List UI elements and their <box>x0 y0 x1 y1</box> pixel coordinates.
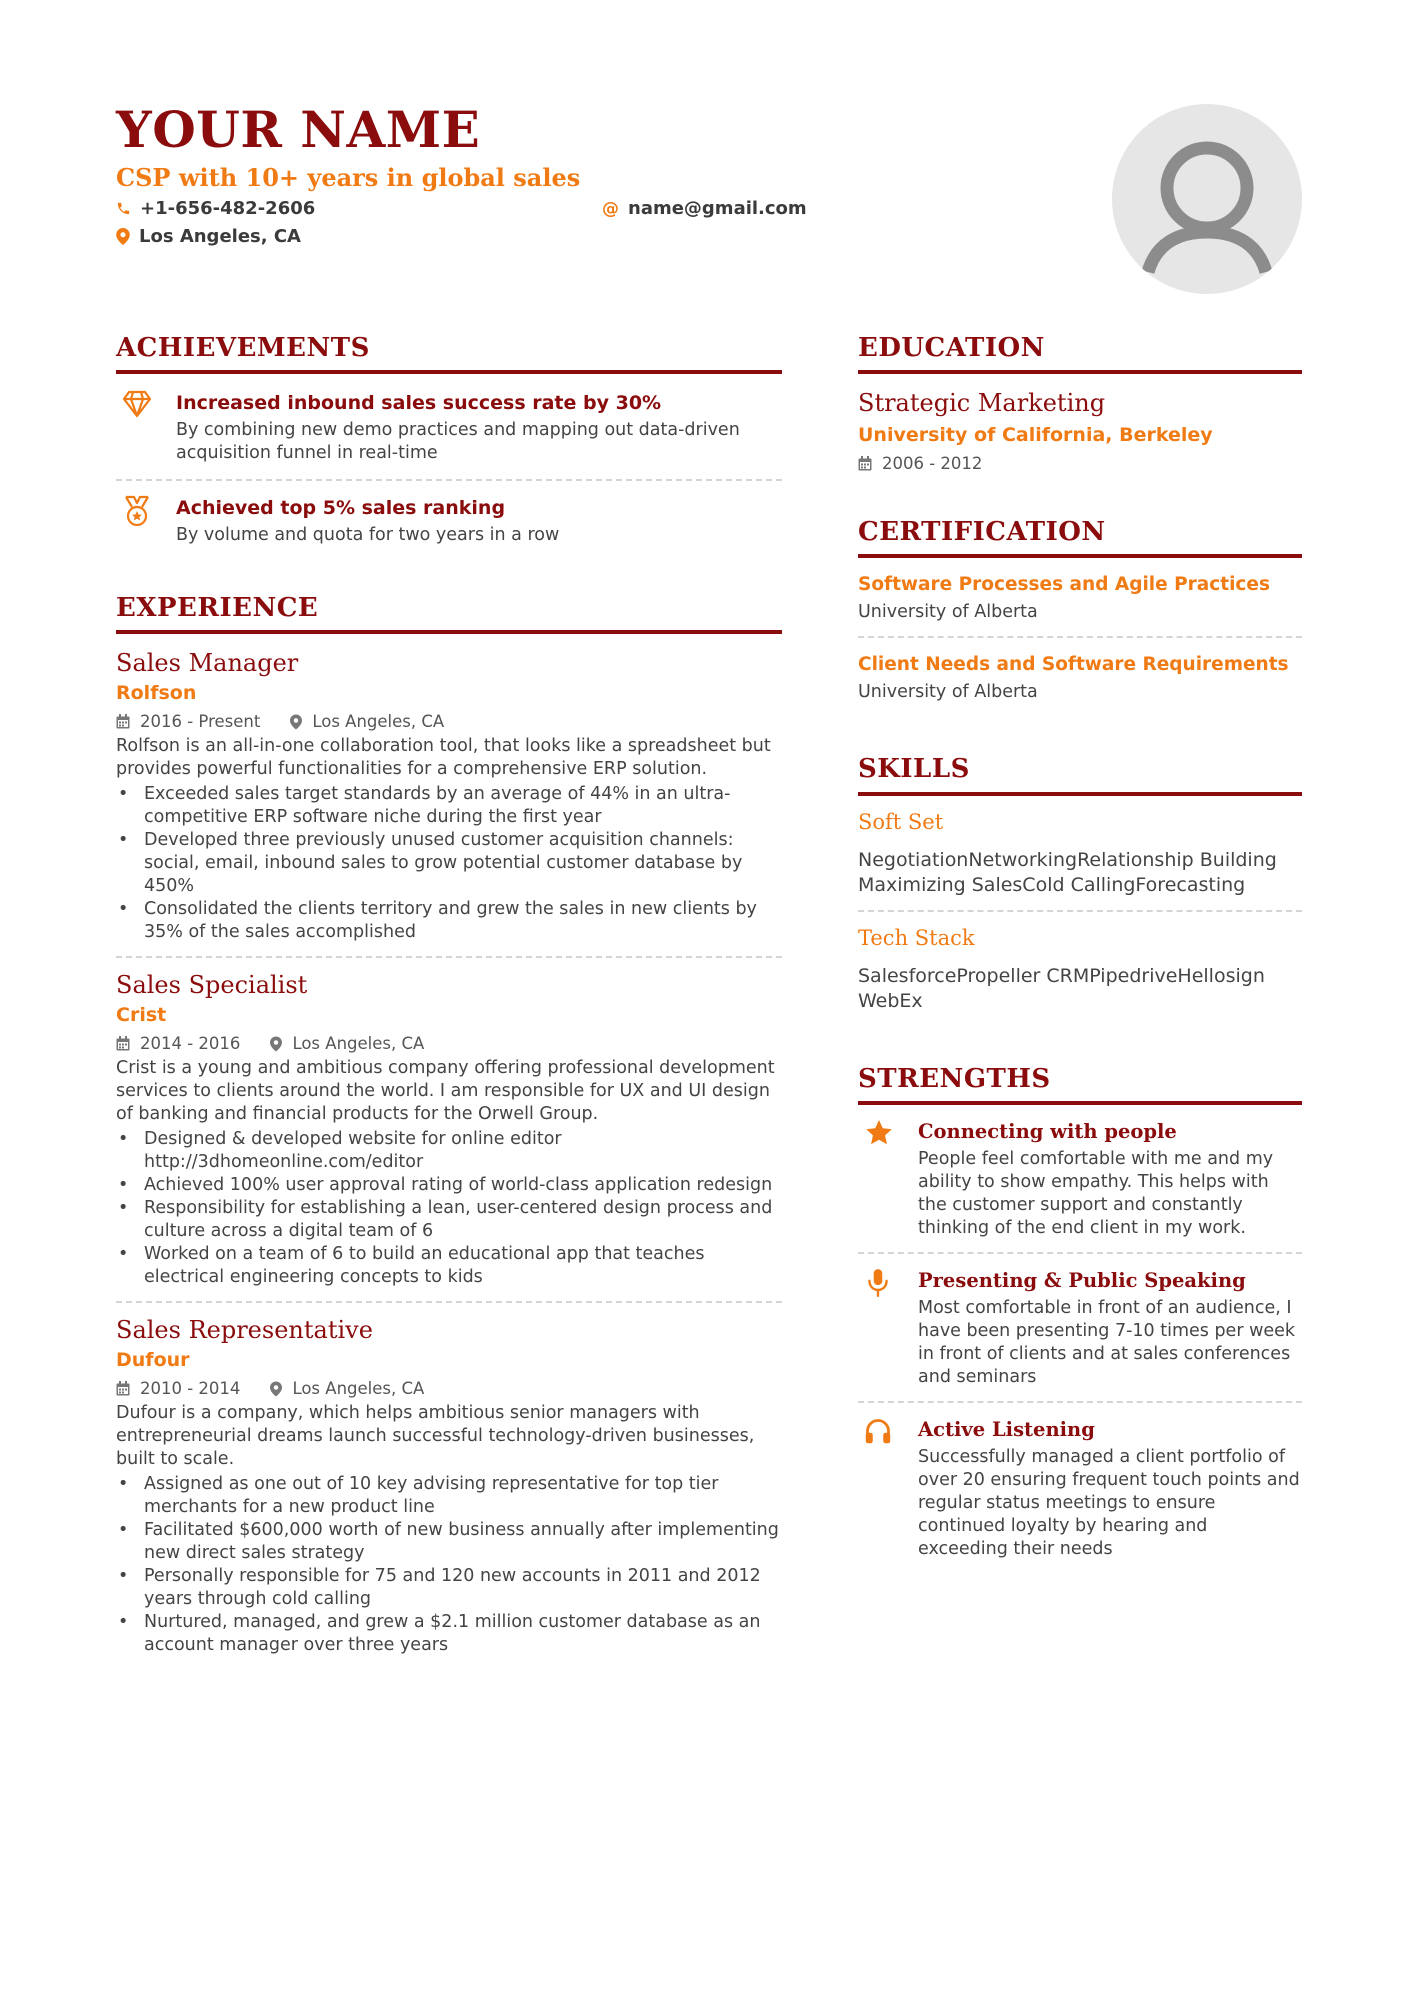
job-bullets <box>116 783 782 944</box>
certification-issuer: University of Alberta <box>858 682 1038 703</box>
list-item: • Nurtured, managed, and grew a $2.1 million customer database as an account manager over three years <box>116 1611 782 1657</box>
certification-heading: CERTIFICATION <box>858 517 1302 558</box>
company-description: Dufour is a company, which helps ambitious senior managers with entrepreneurial dreams launch successful technology-driven businesses, built to scale. <box>116 1403 755 1470</box>
strength-item <box>858 1417 1302 1561</box>
achievement-title: Increased inbound sales success rate by 30% <box>176 392 662 415</box>
headphones-icon <box>864 1417 892 1445</box>
list-item: • Developed three previously unused customer acquisition channels: social, email, inbound sales to grow potential customer database by 450% <box>116 829 782 898</box>
email-text[interactable]: name@gmail.com <box>628 198 807 219</box>
skill-group <box>858 924 1302 1014</box>
divider <box>858 1401 1302 1403</box>
calendar-icon <box>116 714 130 729</box>
calendar-icon <box>858 456 872 471</box>
strength-title: Presenting & Public Speaking <box>918 1268 1246 1292</box>
candidate-name: YOUR NAME <box>116 100 481 159</box>
left-column <box>116 333 782 1657</box>
divider <box>858 1252 1302 1254</box>
certification-entry <box>858 652 1302 704</box>
candidate-tagline: CSP with 10+ years in global sales <box>116 163 581 192</box>
education-dates: 2006 - 2012 <box>882 454 983 474</box>
skill-list-line: SalesforcePropeller CRMPipedriveHellosign <box>858 964 1265 987</box>
list-item: • Personally responsible for 75 and 120 new accounts in 2011 and 2012 years through cold calling <box>116 1565 782 1611</box>
job-meta <box>116 1034 782 1053</box>
experience-heading: EXPERIENCE <box>116 593 782 634</box>
education-heading: EDUCATION <box>858 333 1302 374</box>
divider <box>116 956 782 958</box>
job-bullets <box>116 1128 782 1289</box>
list-item: • Exceeded sales target standards by an average of 44% in an ultra-competitive ERP software niche during the first year <box>116 783 782 829</box>
certification-title: Client Needs and Software Requirements <box>858 654 1289 676</box>
list-item: • Designed & developed website for online editor http://3dhomeonline.com/editor <box>116 1128 782 1174</box>
microphone-icon <box>864 1268 892 1298</box>
phone-text[interactable]: +1-656-482-2606 <box>140 198 316 219</box>
location-pin-icon <box>290 714 302 730</box>
diamond-icon <box>122 390 152 418</box>
contact-location <box>116 226 301 247</box>
job-location: Los Angeles, CA <box>312 712 445 732</box>
skill-list-line: NegotiationNetworkingRelationship Building <box>858 848 1277 871</box>
star-icon <box>864 1119 894 1147</box>
achievement-item <box>116 495 782 547</box>
divider <box>858 910 1302 912</box>
location-pin-icon <box>270 1036 282 1052</box>
achievement-item <box>116 390 782 465</box>
strength-description: Most comfortable in front of an audience, I have been presenting 7-10 times per week in front of clients and at sales conferences and seminars <box>918 1297 1296 1387</box>
certification-issuer: University of Alberta <box>858 602 1038 623</box>
calendar-icon <box>116 1381 130 1396</box>
divider <box>116 479 782 481</box>
job-dates: 2016 - Present <box>140 712 261 732</box>
job-title: Sales Manager <box>116 649 299 678</box>
medal-icon <box>122 495 152 527</box>
list-item: • Responsibility for establishing a lean, user-centered design process and culture across a digital team of 6 <box>116 1197 782 1243</box>
certification-entry <box>858 572 1302 624</box>
achievement-description: By volume and quota for two years in a row <box>176 525 560 546</box>
skill-group <box>858 808 1302 898</box>
company-name: Crist <box>116 1004 167 1027</box>
degree-title: Strategic Marketing <box>858 389 1106 418</box>
list-item: • Achieved 100% user approval rating of world-class application redesign <box>116 1174 782 1197</box>
company-name: Dufour <box>116 1349 190 1372</box>
skill-list-line: Maximizing SalesCold CallingForecasting <box>858 873 1246 896</box>
location-pin-icon <box>270 1381 282 1397</box>
list-item: • Consolidated the clients territory and grew the sales in new clients by 35% of the sales accomplished <box>116 898 782 944</box>
experience-entry <box>116 648 782 944</box>
company-description: Crist is a young and ambitious company offering professional development services to clients around the world. I am responsible for UX and UI design of banking and financial products for the Orwell Group. <box>116 1058 775 1125</box>
job-dates: 2010 - 2014 <box>140 1379 241 1399</box>
job-meta <box>116 1379 782 1398</box>
experience-entry <box>116 1315 782 1657</box>
list-item: • Assigned as one out of 10 key advising representative for top tier merchants for a new product line <box>116 1473 782 1519</box>
avatar <box>1112 104 1302 294</box>
job-title: Sales Representative <box>116 1316 373 1345</box>
achievements-heading: ACHIEVEMENTS <box>116 333 782 374</box>
contact-phone <box>116 198 315 219</box>
experience-entry <box>116 970 782 1289</box>
strengths-heading: STRENGTHS <box>858 1064 1302 1105</box>
strength-description: Successfully managed a client portfolio of over 20 ensuring frequent touch points and regular status meetings to ensure continued loyalty by hearing and exceeding their needs <box>918 1446 1300 1559</box>
school-name: University of California, Berkeley <box>858 424 1213 447</box>
list-item: • Worked on a team of 6 to build an educational app that teaches electrical engineering concepts to kids <box>116 1243 782 1289</box>
location-text: Los Angeles, CA <box>139 226 301 247</box>
divider <box>858 636 1302 638</box>
company-name: Rolfson <box>116 682 197 705</box>
achievement-description: By combining new demo practices and mapping out data-driven acquisition funnel in real-time <box>176 420 740 464</box>
at-icon: @ <box>602 198 619 219</box>
skill-category: Tech Stack <box>858 925 975 950</box>
strength-title: Active Listening <box>918 1417 1095 1441</box>
strength-description: People feel comfortable with me and my ability to show empathy. This helps with the customer support and constantly thinking of the end client in my work. <box>918 1148 1274 1238</box>
certification-title: Software Processes and Agile Practices <box>858 574 1270 596</box>
right-column <box>858 333 1302 1561</box>
job-dates: 2014 - 2016 <box>140 1034 241 1054</box>
job-title: Sales Specialist <box>116 971 308 1000</box>
skill-list-line: WebEx <box>858 989 923 1012</box>
contact-email <box>602 198 807 219</box>
company-description: Rolfson is an all-in-one collaboration tool, that looks like a spreadsheet but provides powerful functionalities for a comprehensive ERP solution. <box>116 736 771 780</box>
user-silhouette-icon <box>1112 104 1302 294</box>
strength-item <box>858 1268 1302 1389</box>
phone-icon <box>116 201 131 216</box>
strength-item <box>858 1119 1302 1240</box>
achievement-title: Achieved top 5% sales ranking <box>176 497 506 520</box>
skills-heading: SKILLS <box>858 754 1302 795</box>
skill-category: Soft Set <box>858 809 944 834</box>
job-meta <box>116 712 782 731</box>
education-meta <box>858 454 1302 473</box>
list-item: • Facilitated $600,000 worth of new business annually after implementing new direct sales strategy <box>116 1519 782 1565</box>
job-bullets <box>116 1473 782 1657</box>
calendar-icon <box>116 1036 130 1051</box>
location-pin-icon <box>116 228 130 245</box>
divider <box>116 1301 782 1303</box>
job-location: Los Angeles, CA <box>292 1379 425 1399</box>
job-location: Los Angeles, CA <box>292 1034 425 1054</box>
education-entry <box>858 388 1302 473</box>
strength-title: Connecting with people <box>918 1119 1177 1143</box>
